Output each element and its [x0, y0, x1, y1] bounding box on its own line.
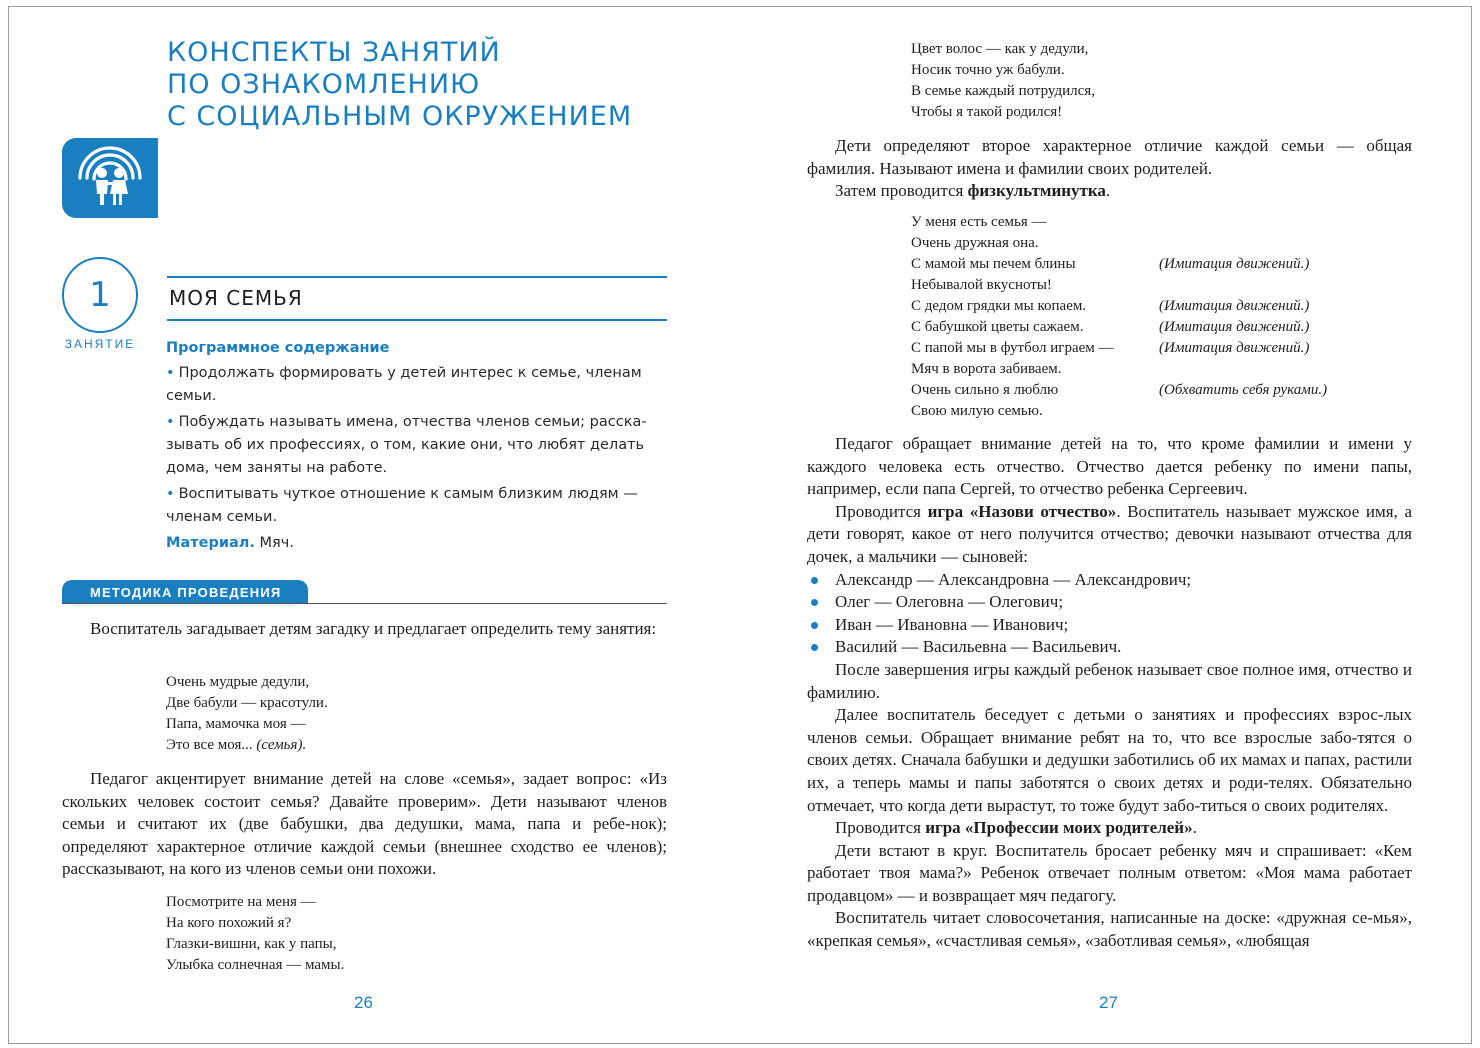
chapter-title-line: С СОЦИАЛЬНЫМ ОКРУЖЕНИЕМ: [167, 101, 633, 132]
paragraph: [807, 501, 1412, 569]
rhyme-line: Очень сильно я люблю: [911, 382, 1059, 398]
chapter-title-line: ПО ОЗНАКОМЛЕНИЮ: [167, 69, 481, 100]
text-run: Проводится: [835, 501, 921, 521]
lesson-label: ЗАНЯТИЕ: [64, 337, 136, 351]
rhyme-row: [911, 254, 1310, 275]
material-value: Мяч.: [259, 535, 294, 551]
rhyme-row: [911, 296, 1310, 317]
resemblance-poem-continued: [911, 39, 1095, 123]
bold-term: физкультминутка: [967, 181, 1106, 201]
paragraph: [807, 817, 1412, 840]
poem-line: Глазки-вишни, как у папы,: [166, 936, 337, 952]
lesson-title-bottom-rule: [167, 319, 667, 321]
poem-line: В семье каждый потрудился,: [911, 83, 1095, 99]
riddle-poem: [166, 672, 328, 756]
rhyme-line: С дедом грядки мы копаем.: [911, 298, 1087, 314]
resemblance-poem: [166, 892, 344, 976]
program-item: [166, 362, 668, 408]
program-content: [166, 337, 668, 558]
program-item-text: Продолжать формировать у детей интерес к семье, членам семьи.: [166, 365, 642, 404]
rhyme-note: (Обхватить себя руками.): [1159, 382, 1328, 398]
chapter-title-line: КОНСПЕКТЫ ЗАНЯТИЙ: [167, 37, 501, 68]
rhyme-line: Мяч в ворота забиваем.: [911, 361, 1062, 377]
list-item: Олег — Олеговна — Олегович;: [807, 591, 1412, 614]
material-line: [166, 532, 668, 555]
poem-line: На кого похожий я?: [166, 915, 292, 931]
rhyme-row: [911, 338, 1310, 359]
paragraph: После завершения игры каждый ребенок называет свое полное имя, отчество и фамилию.: [807, 659, 1412, 702]
lesson-number-badge: [62, 257, 138, 333]
poem-line: Это все моя...: [166, 737, 253, 753]
poem-line: Папа, мамочка моя —: [166, 716, 306, 732]
bold-term: игра «Назови отчество»: [927, 501, 1117, 521]
text-run: . Воспитатель называет мужское имя, а дети говорят, какое от него получится отчество; девочки называют отчества для дочек, а мальчики — сыновей:: [807, 501, 1413, 566]
rhyme-row: [911, 275, 1114, 296]
rhyme-line: У меня есть семья —: [911, 214, 1047, 230]
bullet-icon: •: [166, 414, 175, 430]
rhyme-line: С папой мы в футбол играем —: [911, 340, 1114, 356]
poem-line-last: [166, 735, 328, 756]
poem-line: Носик точно уж бабули.: [911, 62, 1065, 78]
rhyme-line: Небывалой вкусноты!: [911, 277, 1052, 293]
rhyme-row: [911, 401, 1114, 422]
material-label: Материал.: [166, 535, 255, 551]
rhyme-line: С мамой мы печем блины: [911, 256, 1076, 272]
family-paragraph: [62, 768, 667, 881]
rhyme-line: Очень дружная она.: [911, 235, 1039, 251]
page-number-left: 26: [354, 993, 373, 1012]
children-under-rainbow-icon-graphic: [62, 138, 158, 218]
rhyme-note: (Имитация движений.): [1159, 256, 1310, 272]
text-run: .: [1192, 818, 1197, 838]
children-under-rainbow-icon: [62, 138, 158, 218]
paragraph: Дети определяют второе характерное отличие каждой семьи — общая фамилия. Называют имена и фамилии своих родителей.: [807, 136, 1412, 178]
rhyme-note: (Имитация движений.): [1159, 340, 1310, 356]
poem-line: Улыбка солнечная — мамы.: [166, 957, 345, 973]
chapter-title: [167, 37, 632, 133]
paragraph: [807, 180, 1412, 203]
rhyme-line: Свою милую семью.: [911, 403, 1043, 419]
bullet-icon: •: [166, 486, 175, 502]
poem-line: Цвет волос — как у дедули,: [911, 41, 1089, 57]
text-run: .: [1105, 181, 1111, 201]
paragraph: Педагог обращает внимание детей на то, что кроме фамилии и имени у каждого человека есть отчество. Отчество дается ребенку по имени папы, например, если папа Сергей, то отчество ребенка Сергеевич.: [807, 434, 1412, 499]
surname-paragraphs: [807, 135, 1412, 203]
poem-line: Чтобы я такой родился!: [911, 104, 1063, 120]
program-item-text: Побуждать называть имена, отчества членов семьи; расска-зывать об их профессиях, о том, какие они, что любят делать дома, чем заняты на работе.: [166, 414, 647, 476]
poem-line: Очень мудрые дедули,: [166, 674, 310, 690]
rhyme-row: [911, 317, 1310, 338]
riddle-answer: (семья).: [256, 737, 307, 753]
program-item-text: Воспитывать чуткое отношение к самым близким людям — членам семьи.: [166, 486, 638, 525]
patronymic-list: [807, 569, 1412, 659]
paragraph: Педагог акцентирует внимание детей на слове «семья», задает вопрос: «Из скольких человек состоит семья? Давайте проверим». Дети называют членов семьи и считают их (две бабушки, два дедушки, мама, папа и ребе-нок); определяют характерное отличие каждой семьи (внешнее сходство ее членов); рассказывают, на кого из членов семьи они похожи.: [62, 769, 667, 879]
program-heading: Программное содержание: [166, 340, 390, 356]
text-run: Затем проводится: [835, 181, 964, 201]
lesson-title-top-rule: [167, 276, 667, 278]
program-item: [166, 411, 668, 480]
list-item: Александр — Александровна — Александрович;: [807, 569, 1412, 592]
poem-line: Посмотрите на меня —: [166, 894, 316, 910]
rhyme-note: (Имитация движений.): [1159, 298, 1310, 314]
page-number-right: 27: [1099, 993, 1118, 1012]
poem-line: Две бабули — красотули.: [166, 695, 328, 711]
patronymic-section: [807, 433, 1412, 953]
program-item: [166, 483, 668, 529]
rhyme-row: [911, 380, 1328, 401]
rhyme-row: [911, 233, 1114, 254]
physical-minute-rhyme: [911, 212, 1328, 422]
book-spread: [8, 6, 1472, 1044]
method-divider: [62, 603, 667, 604]
paragraph: Далее воспитатель беседует с детьми о занятиях и профессиях взрос-лых членов семьи. Обращает внимание ребят на то, что все взрослые забо-тятся о своих детях. Сначала бабушки и дедушки заботились об их мамах и папах, растили их, а теперь мамы и папы заботятся о своих детях и роди-телях. Обязательно отмечает, что когда дети вырастут, то тоже будут забо-титься о своих родителях.: [807, 705, 1412, 815]
bullet-icon: •: [166, 365, 175, 381]
rhyme-row: [911, 212, 1114, 233]
method-heading: МЕТОДИКА ПРОВЕДЕНИЯ: [62, 580, 308, 604]
text-run: Проводится: [835, 818, 921, 838]
paragraph: Воспитатель читает словосочетания, написанные на доске: «дружная се-мья», «крепкая семья», «счастливая семья», «заботливая семья», «любящая: [807, 908, 1412, 951]
paragraph: Воспитатель загадывает детям загадку и предлагает определить тему занятия:: [90, 619, 657, 638]
rhyme-line: С бабушкой цветы сажаем.: [911, 319, 1084, 335]
intro-paragraph: [62, 618, 667, 641]
list-item: Иван — Ивановна — Иванович;: [807, 614, 1412, 637]
lesson-title: МОЯ СЕМЬЯ: [169, 286, 303, 310]
lesson-number: 1: [89, 275, 111, 315]
list-item: Василий — Васильевна — Васильевич.: [807, 636, 1412, 659]
bold-term: игра «Профессии моих родителей»: [925, 818, 1193, 838]
rhyme-note: (Имитация движений.): [1159, 319, 1310, 335]
paragraph: Дети встают в круг. Воспитатель бросает ребенку мяч и спрашивает: «Кем работает твоя мама?» Ребенок отвечает полным ответом: «Моя мама работает продавцом» — и возвращает мяч педагогу.: [807, 840, 1412, 905]
rhyme-row: [911, 359, 1114, 380]
